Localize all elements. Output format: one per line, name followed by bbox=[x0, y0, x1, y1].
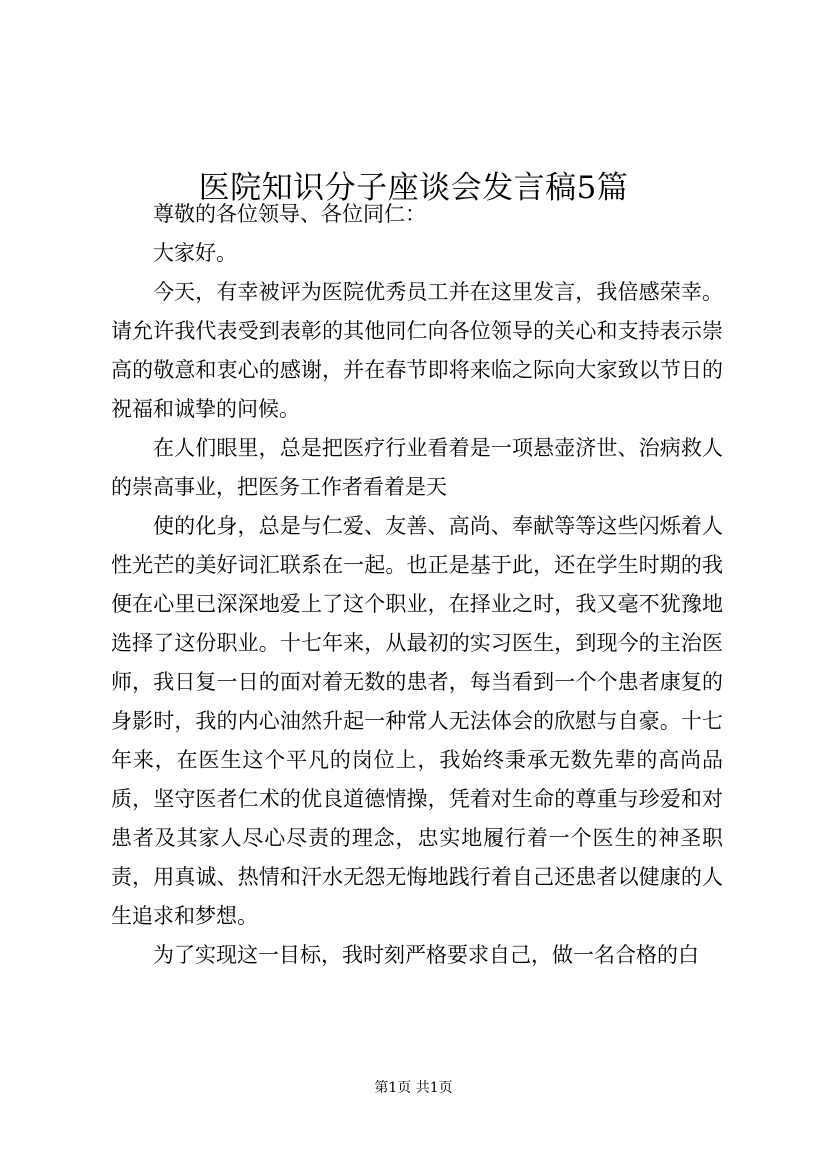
document-body bbox=[111, 195, 723, 975]
paragraph-goal: 为了实现这一目标，我时刻严格要求自己，做一名合格的白 bbox=[153, 943, 699, 967]
paragraph-salutation: 尊敬的各位领导、各位同仁： bbox=[153, 202, 426, 226]
paragraph-intro: 今天，有幸被评为医院优秀员工并在这里发言，我倍感荣幸。请允许我代表受到表彰的其他同仁向各位领导的关心和支持表示崇高的敬意和衷心的感谢，并在春节即将来临之际向大家致以节日的祝福和诚挚的问候。 bbox=[111, 280, 723, 421]
paragraph-perception: 在人们眼里，总是把医疗行业看着是一项悬壶济世、治病救人的崇高事业，把医务工作者看着是天 bbox=[111, 436, 723, 499]
paragraph-career: 使的化身，总是与仁爱、友善、高尚、奉献等等这些闪烁着人性光芒的美好词汇联系在一起。也正是基于此，还在学生时期的我便在心里已深深地爱上了这个职业，在择业之时，我又毫不犹豫地选择了这份职业。十七年来，从最初的实习医生，到现今的主治医师，我日复一日的面对着无数的患者，每当看到一个个患者康复的身影时，我的内心油然升起一种常人无法体会的欣慰与自豪。十七年来，在医生这个平凡的岗位上，我始终秉承无数先辈的高尚品质，坚守医者仁术的优良道德情操，凭着对生命的尊重与珍爱和对患者及其家人尽心尽责的理念，忠实地履行着一个医生的神圣职责，用真诚、热情和汗水无怨无悔地践行着自己还患者以健康的人生追求和梦想。 bbox=[111, 514, 723, 928]
document-title: 医院知识分子座谈会发言稿5篇 bbox=[198, 169, 629, 206]
page-footer: 第1页 共1页 bbox=[374, 1080, 453, 1096]
paragraph-greeting: 大家好。 bbox=[153, 241, 237, 265]
